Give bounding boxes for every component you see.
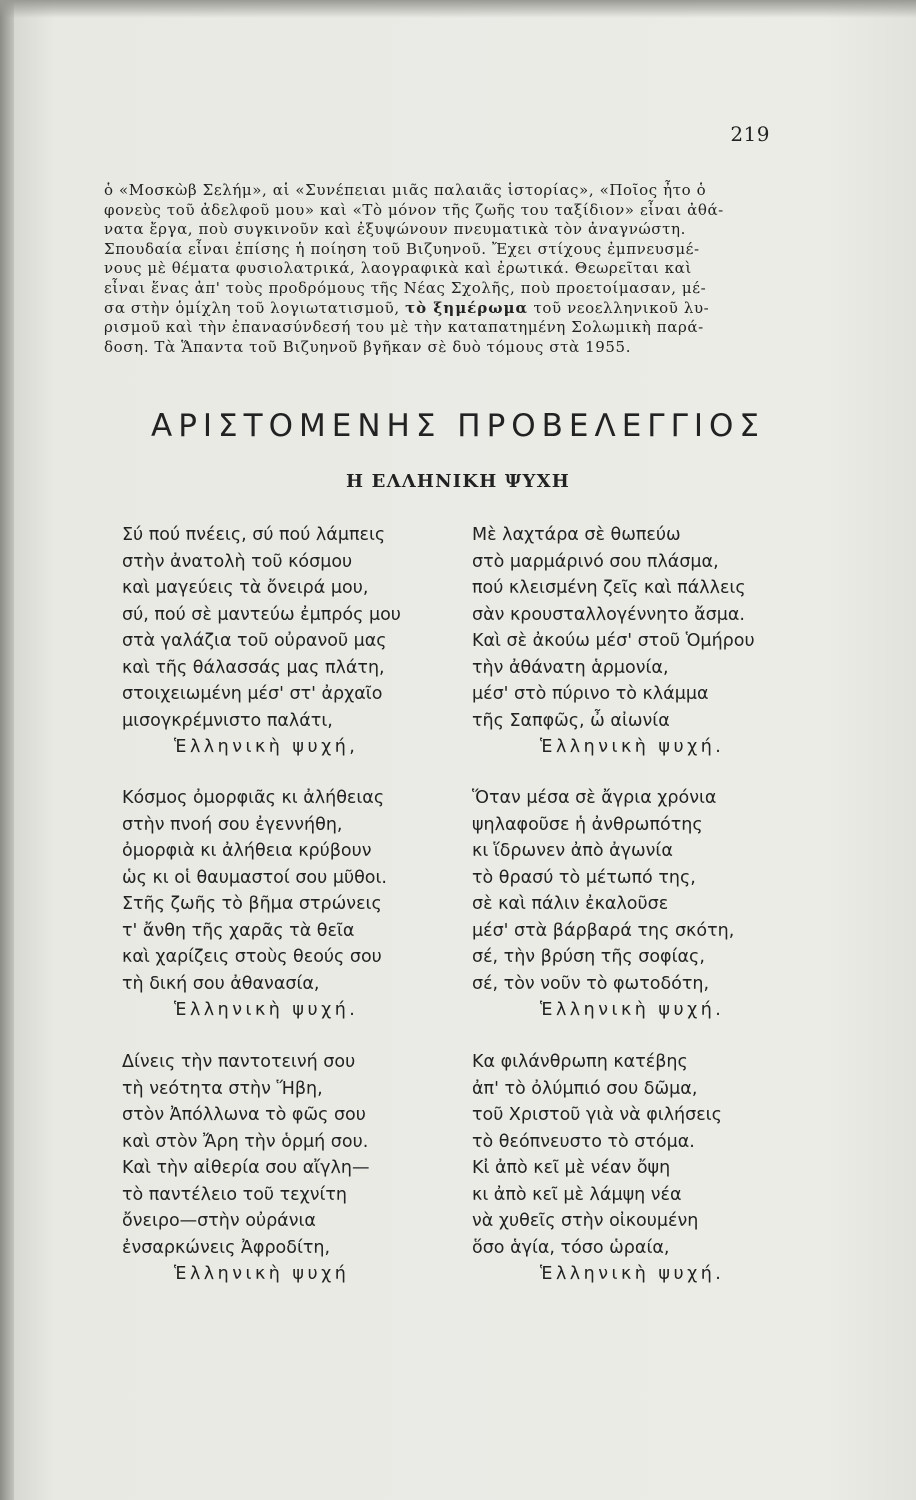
bio-line: νους μὲ θέματα φυσιολατρικά, λαογραφικὰ καὶ ἐρωτικά. Θεωρεῖται καὶ	[104, 259, 692, 278]
verse-line: σὲ καὶ πάλιν ἐκαλοῦσε	[472, 894, 669, 914]
verse-line: τὸ παντέλειο τοῦ τεχνίτη	[122, 1184, 348, 1205]
bio-line: δοση. Τὰ Ἅπαντα τοῦ Βιζυηνοῦ βγῆκαν σὲ δυὸ τόμους στὰ 1955.	[104, 337, 632, 356]
verse-line: νὰ χυθεῖς στὴν οἰκουμένη	[472, 1211, 699, 1231]
verse-line: τοῦ Χριστοῦ γιὰ νὰ φιλήσεις	[472, 1105, 722, 1125]
bio-line: Σπουδαία εἶναι ἐπίσης ἡ ποίηση τοῦ Βιζυηνοῦ. Ἔχει στίχους ἐμπνευσμέ-	[104, 239, 700, 258]
stanza-5	[122, 1049, 369, 1288]
poem-title: Η ΕΛΛΗΝΙΚΗ ΨΥΧΗ	[346, 471, 570, 492]
verse-line: μισογκρέμνιστο παλάτι,	[122, 710, 333, 731]
verse-line: στοιχειωμένη μέσ' στ' ἀρχαῖο	[122, 684, 383, 704]
bio-line: νατα ἔργα, ποὺ συγκινοῦν καὶ ἐξυψώνουν πνευματικὰ τὸν ἀναγνώστη.	[104, 220, 686, 239]
verse-line: μέσ' στὰ βάρβαρά της σκότη,	[472, 920, 735, 941]
stanza-2	[472, 522, 755, 761]
verse-line: τῆς Σαπφῶς, ὦ αἰωνία	[472, 710, 670, 731]
verse-line: τ' ἄνθη τῆς χαρᾶς τὰ θεῖα	[122, 920, 355, 941]
verse-line: ἀπ' τὸ ὀλύμπιό σου δῶμα,	[472, 1078, 698, 1099]
verse-line: καὶ στὸν Ἄρη τὴν ὁρμή σου.	[122, 1131, 369, 1152]
verse-line: Μὲ λαχτάρα σὲ θωπεύω	[472, 525, 681, 545]
verse-line: Στῆς ζωῆς τὸ βῆμα στρώνεις	[122, 894, 382, 914]
refrain-line: Ἑλληνικὴ ψυχή.	[540, 1000, 725, 1020]
page-binding-shadow	[0, 0, 14, 1500]
bio-text: τοῦ νεοελληνικοῦ λυ-	[533, 298, 710, 317]
bio-emphasis: τὸ ξημέρωμα	[405, 298, 529, 317]
bio-text: σα στὴν ὁμίχλη τοῦ λογιωτατισμοῦ,	[104, 298, 400, 317]
verse-line: Καὶ τὴν αἰθερία σου αἴγλη—	[122, 1158, 370, 1178]
poet-name-heading: ΑΡΙΣΤΟΜΕΝΗΣ ΠΡΟΒΕΛΕΓΓΙΟΣ	[151, 408, 765, 444]
verse-line: ψηλαφοῦσε ἡ ἀνθρωπότης	[472, 814, 703, 835]
verse-line: στὸ μαρμάρινό σου πλάσμα,	[472, 551, 719, 572]
verse-line: πού κλεισμένη ζεῖς καὶ πάλλεις	[472, 578, 746, 598]
verse-line: στὸν Ἀπόλλωνα τὸ φῶς σου	[122, 1105, 366, 1125]
refrain-line: Ἑλληνικὴ ψυχή.	[540, 1264, 725, 1284]
verse-line: ὀμορφιὰ κι ἀλήθεια κρύβουν	[122, 841, 372, 861]
verse-line: τὴν ἀθάνατη ἁρμονία,	[472, 657, 669, 678]
bio-line: εἶναι ἕνας ἀπ' τοὺς προδρόμους τῆς Νέας Σχολῆς, ποὺ προετοίμασαν, μέ-	[104, 278, 707, 297]
verse-line: καὶ τῆς θάλασσάς μας πλάτη,	[122, 657, 385, 678]
verse-line: ἐνσαρκώνεις Ἀφροδίτη,	[122, 1237, 331, 1258]
refrain-line: Ἑλληνικὴ ψυχή.	[174, 1000, 359, 1020]
verse-line: τὸ θρασύ τὸ μέτωπό της,	[472, 867, 696, 888]
verse-line: σέ, τὸν νοῦν τὸ φωτοδότη,	[472, 973, 710, 994]
verse-line: σύ, πού σὲ μαντεύω ἐμπρός μου	[122, 604, 401, 625]
verse-line: ὡς κι οἱ θαυμαστοί σου μῦθοι.	[122, 867, 387, 888]
verse-line: καὶ μαγεύεις τὰ ὄνειρά μου,	[122, 578, 369, 598]
verse-line: Κἰ ἀπὸ κεῖ μὲ νέαν ὄψη	[472, 1158, 671, 1178]
verse-line: σέ, τὴν βρύση τῆς σοφίας,	[472, 947, 705, 967]
verse-line: στὴν ἀνατολὴ τοῦ κόσμου	[122, 551, 353, 572]
verse-line: Ὅταν μέσα σὲ ἄγρια χρόνια	[472, 788, 717, 808]
verse-line: καὶ χαρίζεις στοὺς θεούς σου	[122, 947, 382, 967]
refrain-line: Ἑλληνικὴ ψυχή	[174, 1264, 350, 1284]
stanza-6	[472, 1049, 724, 1288]
verse-line: σὰν κρουσταλλογέννητο ἄσμα.	[472, 604, 745, 625]
page-top-shadow	[0, 0, 916, 18]
verse-line: κι ἀπὸ κεῖ μὲ λάμψη νέα	[472, 1184, 682, 1205]
page-number: 219	[730, 122, 770, 146]
verse-line: ὄνειρο—στὴν οὐράνια	[122, 1211, 316, 1231]
verse-line: Κα φιλάνθρωπη κατέβης	[472, 1052, 688, 1072]
verse-line: Καὶ σὲ ἀκούω μέσ' στοῦ Ὁμήρου	[472, 631, 755, 651]
verse-line: μέσ' στὸ πύρινο τὸ κλάμμα	[472, 684, 709, 704]
verse-line: τὴ δική σου ἀθανασία,	[122, 973, 320, 994]
stanza-1	[122, 522, 401, 761]
verse-line: ὅσο ἁγία, τόσο ὡραία,	[472, 1237, 670, 1258]
verse-line: Σύ πού πνέεις, σύ πού λάμπεις	[122, 525, 386, 545]
verse-line: κι ἵδρωνεν ἀπὸ ἀγωνία	[472, 841, 673, 861]
bio-line: φονεὺς τοῦ ἀδελφοῦ μου» καὶ «Τὸ μόνον τῆς ζωῆς του ταξίδιον» εἶναι ἀθά-	[104, 200, 724, 219]
verse-line: στὰ γαλάζια τοῦ οὐρανοῦ μας	[122, 631, 387, 651]
stanza-4	[472, 785, 734, 1024]
bio-line: ὁ «Μοσκὼβ Σελήμ», αἱ «Συνέπειαι μιᾶς παλαιᾶς ἱστορίας», «Ποῖος ἦτο ὁ	[104, 181, 707, 199]
biography-paragraph	[104, 181, 768, 357]
bio-line: ρισμοῦ καὶ τὴν ἐπανασύνδεσή του μὲ τὴν καταπατημένη Σολωμικὴ παρά-	[104, 318, 704, 337]
verse-line: Δίνεις τὴν παντοτεινή σου	[122, 1052, 356, 1072]
bio-line	[104, 299, 768, 319]
verse-line: τὴ νεότητα στὴν Ἥβη,	[122, 1078, 323, 1099]
refrain-line: Ἑλληνικὴ ψυχή,	[174, 737, 359, 757]
verse-line: τὸ θεόπνευστο τὸ στόμα.	[472, 1131, 695, 1152]
stanza-3	[122, 785, 387, 1024]
verse-line: Κόσμος ὀμορφιᾶς κι ἀλήθειας	[122, 788, 385, 808]
verse-line: στὴν πνοή σου ἐγεννήθη,	[122, 814, 343, 835]
refrain-line: Ἑλληνικὴ ψυχή.	[540, 737, 725, 757]
